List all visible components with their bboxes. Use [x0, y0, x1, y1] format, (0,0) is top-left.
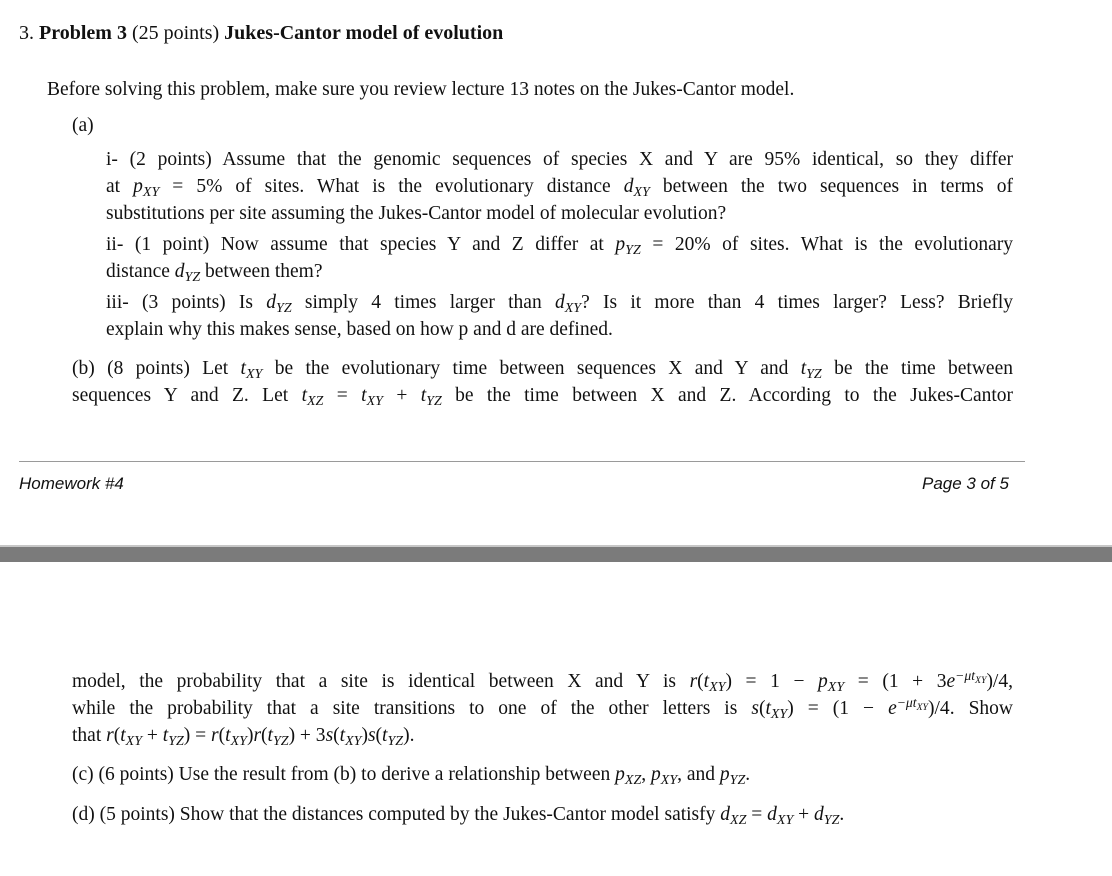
footer-rule: [19, 461, 1025, 462]
part-a-iii-line1: iii- (3 points) Is $d_{YZ}$ simply 4 times larger than $d_{XY}$? Is it more than 4 times larger? Less? Briefly: [106, 292, 1014, 316]
part-d: (d) (5 points) Show that the distances computed by the Jukes-Cantor model satisfy $d_{XZ} = d_{XY} + d_{YZ}$.: [72, 804, 845, 828]
part-a-iii-line2: explain why this makes sense, based on how p and d are defined.: [106, 319, 613, 340]
problem-number: 3.: [19, 22, 34, 44]
footer-left: Homework #4: [19, 474, 124, 493]
problem-points: (25 points): [131, 22, 220, 44]
problem-heading: [19, 20, 503, 47]
part-a-i-line1: i- (2 points) Assume that the genomic sequences of species X and Y are 95% identical, so they differ: [106, 149, 1013, 170]
part-c: (c) (6 points) Use the result from (b) to derive a relationship between $p_{XZ}$, $p_{XY}$, and $p_{YZ}$.: [72, 764, 751, 788]
part-b-line1: (b) (8 points) Let $t_{XY}$ be the evolutionary time between sequences X and Y and $t_{YZ}$ be the time between: [72, 358, 1013, 382]
part-a-ii-line1: ii- (1 point) Now assume that species Y and Z differ at $p_{YZ} = 20\%$ of sites. What is the evolutionary: [106, 234, 1013, 258]
part-a-i-line2: at $p_{XY} = 5\%$ of sites. What is the evolutionary distance $d_{XY}$ between the two sequences in terms of: [106, 176, 1013, 200]
part-a-i-line3: substitutions per site assuming the Jukes-Cantor model of molecular evolution?: [106, 203, 727, 224]
part-b-line3: model, the probability that a site is identical between X and Y is $r(t_{XY}) = 1 - p_{XY} = (1 + 3e^{-\mu t_{XY}})/4$,: [72, 667, 1013, 695]
part-b-line5: that $r(t_{XY} + t_{YZ}) = r(t_{XY})r(t_{YZ}) + 3s(t_{XY})s(t_{YZ})$.: [72, 725, 415, 749]
part-a-ii-line2: distance $d_{YZ}$ between them?: [106, 261, 323, 285]
intro-text: Before solving this problem, make sure you review lecture 13 notes on the Jukes-Cantor model.: [47, 79, 795, 100]
part-a-label: (a): [72, 115, 94, 136]
footer-right: Page 3 of 5: [922, 474, 1009, 493]
part-b-line4: while the probability that a site transitions to one of the other letters is $s(t_{XY}) = (1 - e^{-\mu t_{XY}})/4$. Show: [72, 694, 1014, 722]
part-b-line2: sequences Y and Z. Let $t_{XZ} = t_{XY} + t_{YZ}$ be the time between X and Z. According to the Jukes-Cantor: [72, 385, 1014, 409]
page-gap: [0, 547, 1112, 562]
problem-topic: Jukes-Cantor model of evolution: [224, 22, 504, 44]
problem-title: Problem 3: [39, 22, 127, 44]
